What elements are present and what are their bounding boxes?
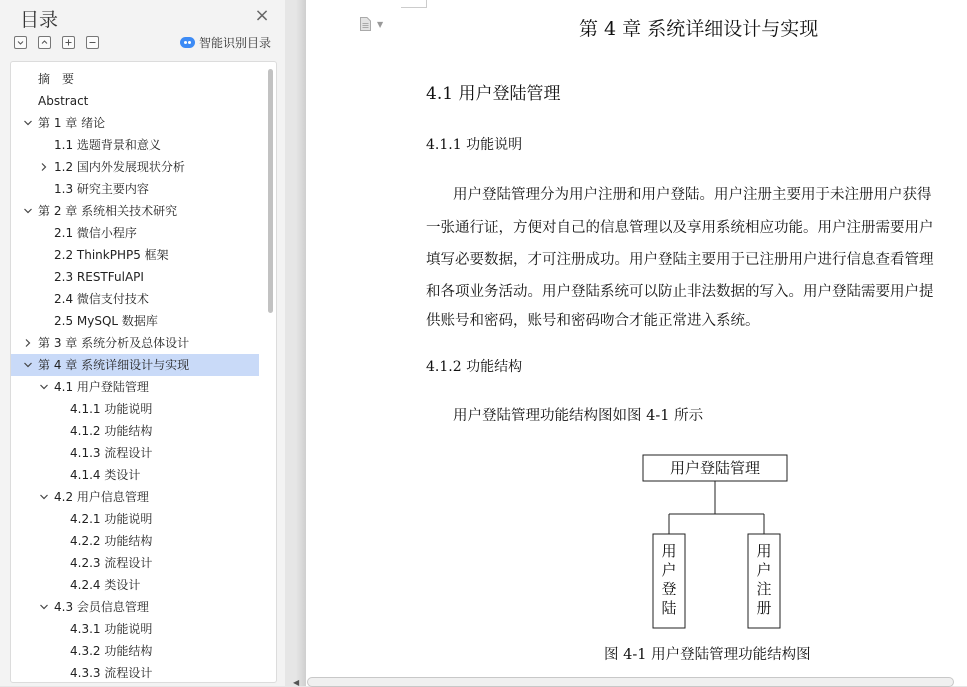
diagram-child-char: 户: [661, 561, 677, 579]
toc-item-label: 4.2.3 流程设计: [70, 556, 153, 570]
toc-scrollbar[interactable]: [268, 69, 273, 313]
paragraph-line: 填写必要数据，才可注册成功。用户登陆主要用于已注册用户进行信息查看管理: [426, 252, 934, 268]
toc-item[interactable]: [11, 530, 259, 552]
toc-item[interactable]: [11, 244, 259, 266]
toc-item[interactable]: [11, 222, 259, 244]
toc-item[interactable]: [11, 376, 259, 398]
toc-item[interactable]: [11, 442, 259, 464]
subsection-heading-function-desc: 4.1.1 功能说明: [426, 137, 523, 153]
toc-item[interactable]: [11, 156, 259, 178]
figure-caption: 图 4-1 用户登陆管理功能结构图: [604, 647, 811, 663]
toc-item-label: Abstract: [38, 94, 89, 108]
diagram-child-char: 用: [756, 542, 772, 560]
chevron-down-icon[interactable]: [38, 376, 50, 398]
page-shadow: [296, 0, 306, 686]
toc-item[interactable]: [11, 486, 259, 508]
chapter-title: 第 4 章 系统详细设计与实现: [579, 18, 819, 40]
toc-item-label: 1.1 选题背景和意义: [54, 138, 161, 152]
toc-item[interactable]: [11, 420, 259, 442]
paragraph-line: 一张通行证，方便对自己的信息管理以及享用系统相应功能。用户注册需要用户: [426, 220, 934, 236]
diagram-child-char: 注: [756, 580, 772, 598]
diagram-child-char: 户: [756, 561, 772, 579]
toc-item-label: 第 4 章 系统详细设计与实现: [38, 358, 190, 372]
toc-title: 目录: [20, 9, 59, 31]
toc-item[interactable]: [11, 618, 259, 640]
toc-item-label: 2.1 微信小程序: [54, 226, 137, 240]
toc-item-label: 4.2.2 功能结构: [70, 534, 153, 548]
toc-item[interactable]: [11, 200, 259, 222]
chevron-down-icon[interactable]: [22, 200, 34, 222]
toc-item-label: 4.2.4 类设计: [70, 578, 141, 592]
toc-item-label: 4.1 用户登陆管理: [54, 380, 149, 394]
section-heading: 4.1 用户登陆管理: [426, 84, 561, 104]
toc-item-label: 摘 要: [38, 72, 75, 86]
collapse-minus-icon[interactable]: [86, 36, 99, 49]
toc-item[interactable]: [11, 68, 259, 90]
toc-item[interactable]: [11, 112, 259, 134]
diagram-child-char: 登: [661, 580, 677, 598]
chevron-down-icon[interactable]: [38, 596, 50, 618]
toc-item[interactable]: [11, 596, 259, 618]
toc-item[interactable]: [11, 662, 259, 683]
chevron-down-icon[interactable]: [22, 112, 34, 134]
toc-item[interactable]: [11, 574, 259, 596]
toc-item[interactable]: [11, 134, 259, 156]
toc-item-label: 4.1.1 功能说明: [70, 402, 153, 416]
toc-item[interactable]: [11, 464, 259, 486]
toc-item-label: 2.4 微信支付技术: [54, 292, 149, 306]
toc-sidebar: [0, 0, 285, 686]
paragraph-line: 用户登陆管理分为用户注册和用户登陆。用户注册主要用于未注册用户获得: [453, 187, 932, 203]
chevron-down-icon[interactable]: [22, 354, 34, 376]
subsection-heading-function-structure: 4.1.2 功能结构: [426, 359, 523, 375]
toc-item[interactable]: [11, 640, 259, 662]
toc-item[interactable]: [11, 90, 259, 112]
paragraph-line: 和各项业务活动。用户登陆系统可以防止非法数据的写入。用户登陆需要用户提: [426, 284, 934, 300]
smart-toc-button[interactable]: [180, 34, 271, 51]
diagram-child-char: 用: [661, 542, 677, 560]
ai-robot-icon: [180, 37, 195, 48]
document-icon[interactable]: [360, 17, 371, 31]
chevron-right-icon[interactable]: [38, 156, 50, 178]
toc-item-label: 2.2 ThinkPHP5 框架: [54, 248, 169, 262]
toc-item[interactable]: [11, 310, 259, 332]
figure-reference-text: 用户登陆管理功能结构图如图 4-1 所示: [453, 408, 704, 424]
toc-item-label: 第 1 章 绪论: [38, 116, 106, 130]
toc-item[interactable]: [11, 508, 259, 530]
toc-item-label: 4.3 会员信息管理: [54, 600, 149, 614]
toc-item-label: 4.3.1 功能说明: [70, 622, 153, 636]
toc-item[interactable]: [11, 354, 259, 376]
toc-item-label: 1.3 研究主要内容: [54, 182, 149, 196]
smart-toc-label: 智能识别目录: [199, 36, 272, 50]
diagram-root-box: 用户登陆管理: [669, 459, 761, 477]
diagram-child-char: 册: [756, 599, 772, 617]
chevron-right-icon[interactable]: [22, 332, 34, 354]
toc-item-label: 4.2.1 功能说明: [70, 512, 153, 526]
chevron-down-icon[interactable]: ▼: [377, 20, 384, 29]
toc-list: [11, 68, 259, 683]
paragraph-line: 供账号和密码，账号和密码吻合才能正常进入系统。: [426, 313, 760, 329]
toc-item-label: 2.3 RESTFulAPI: [54, 270, 144, 284]
chevron-down-icon[interactable]: [38, 486, 50, 508]
expand-plus-icon[interactable]: [62, 36, 75, 49]
close-icon[interactable]: ×: [254, 5, 270, 26]
structure-diagram: [630, 450, 800, 632]
page-corner-mark: [401, 0, 427, 8]
toc-item-label: 1.2 国内外发展现状分析: [54, 160, 185, 174]
toc-item[interactable]: [11, 288, 259, 310]
toc-item-label: 4.1.2 功能结构: [70, 424, 153, 438]
scroll-left-icon[interactable]: ◀: [293, 678, 300, 687]
toc-item-label: 第 3 章 系统分析及总体设计: [38, 336, 190, 350]
toc-item-label: 4.3.2 功能结构: [70, 644, 153, 658]
toc-item-label: 4.1.4 类设计: [70, 468, 141, 482]
collapse-down-icon[interactable]: [14, 36, 27, 49]
toc-item-label: 4.1.3 流程设计: [70, 446, 153, 460]
toc-item-label: 第 2 章 系统相关技术研究: [38, 204, 178, 218]
collapse-up-icon[interactable]: [38, 36, 51, 49]
toc-item[interactable]: [11, 266, 259, 288]
toc-item-label: 2.5 MySQL 数据库: [54, 314, 158, 328]
toc-item[interactable]: [11, 332, 259, 354]
toc-item[interactable]: [11, 178, 259, 200]
toc-item[interactable]: [11, 398, 259, 420]
toc-item[interactable]: [11, 552, 259, 574]
toc-panel: [10, 61, 277, 683]
toc-item-label: 4.2 用户信息管理: [54, 490, 149, 504]
toc-item-label: 4.3.3 流程设计: [70, 666, 153, 680]
diagram-child-char: 陆: [661, 599, 677, 617]
